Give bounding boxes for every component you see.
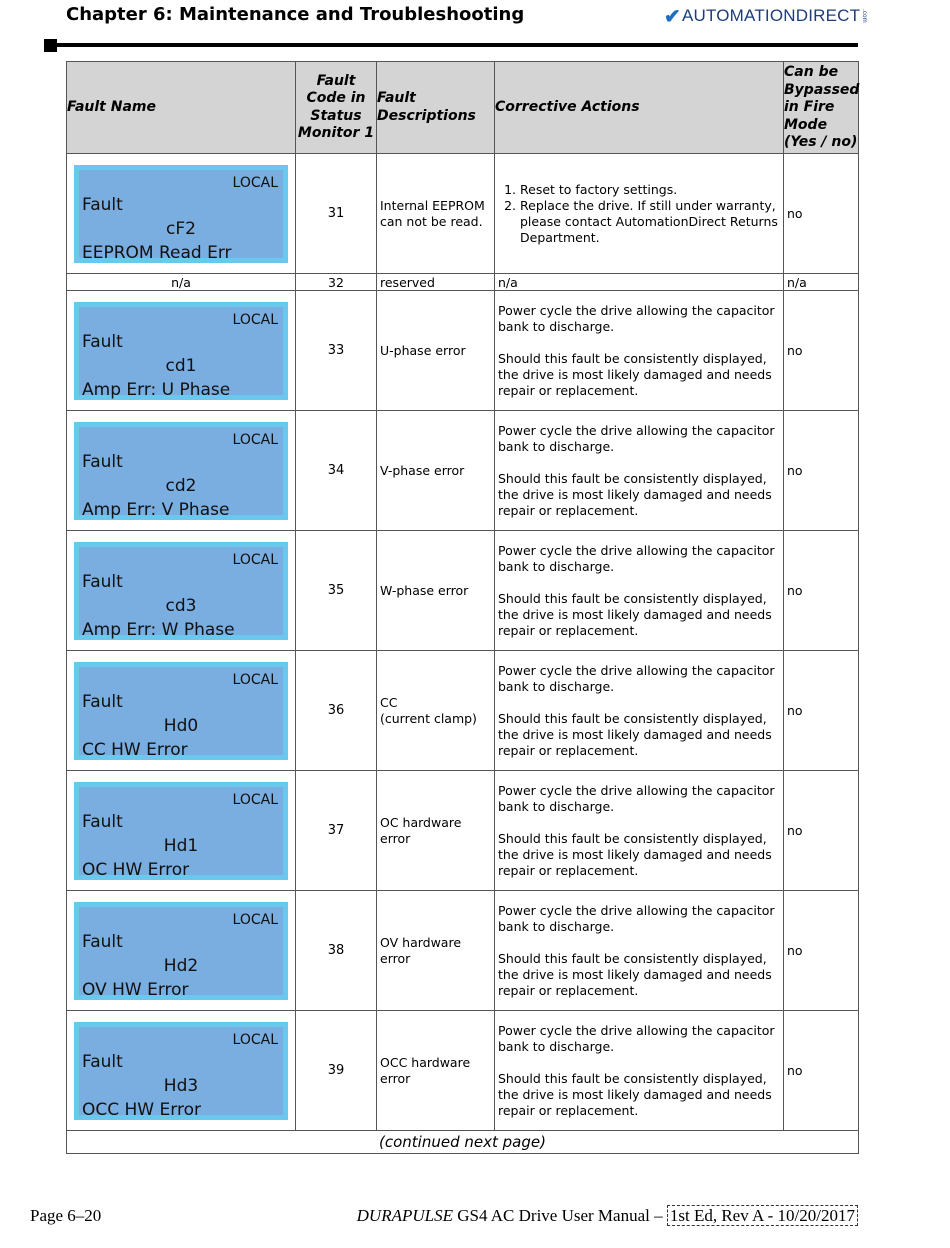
lcd-local-label: LOCAL [232,431,278,448]
action-step: Should this fault be consistently displayed, the drive is most likely damaged and needs repair or replacement. [498,350,772,398]
lcd-fault-code: Hd2 [163,955,199,976]
fault-name-cell [67,651,296,771]
lcd-local-label: LOCAL [232,911,278,928]
table-row [67,771,859,891]
bypass-value: no [784,531,859,651]
lcd-fault-label: Fault [82,194,123,215]
fault-description: OCC hardware error [377,1011,495,1131]
lcd-fault-message: OCC HW Error [82,1099,201,1120]
col-fault-name: Fault Name [67,62,296,154]
table-row [67,651,859,771]
corrective-action [495,411,784,531]
action-step: Power cycle the drive allowing the capacitor bank to discharge. [498,302,775,334]
fault-name-cell [67,411,296,531]
fault-description: OV hardware error [377,891,495,1011]
lcd-fault-message: CC HW Error [82,739,188,760]
fault-name-cell [67,1011,296,1131]
corrective-action: n/a [495,274,784,291]
fault-description: V-phase error [377,411,495,531]
bypass-value: no [784,651,859,771]
action-step: Power cycle the drive allowing the capacitor bank to discharge. [498,1022,775,1054]
fault-description: U-phase error [377,291,495,411]
lcd-fault-label: Fault [82,571,123,592]
corrective-action [495,291,784,411]
corrective-action [495,891,784,1011]
logo-check-icon: ✔ [664,5,681,28]
col-fault-code: Fault Code in Status Monitor 1 [296,62,377,154]
footer-title [357,1206,858,1226]
lcd-fault-message: OV HW Error [82,979,189,1000]
logo-suffix: .com [861,9,868,23]
table-row [67,531,859,651]
header-rule-marker [44,39,57,52]
table-row [67,891,859,1011]
lcd-fault-message: OC HW Error [82,859,190,880]
fault-description: W-phase error [377,531,495,651]
lcd-local-label: LOCAL [232,791,278,808]
fault-name-cell [67,291,296,411]
col-fault-description: Fault Descriptions [377,62,495,154]
lcd-fault-code: cF2 [166,218,196,239]
bypass-value: no [784,411,859,531]
corrective-action [495,651,784,771]
action-step: Power cycle the drive allowing the capacitor bank to discharge. [498,542,775,574]
keypad-lcd [74,662,288,760]
keypad-lcd [74,1022,288,1120]
bypass-value: no [784,891,859,1011]
lcd-fault-label: Fault [82,331,123,352]
fault-code: 37 [296,771,377,891]
lcd-fault-message: Amp Err: W Phase [82,619,235,640]
action-step: Should this fault be consistently displayed, the drive is most likely damaged and needs repair or replacement. [498,470,772,518]
action-list [498,182,780,246]
action-step: Power cycle the drive allowing the capacitor bank to discharge. [498,782,775,814]
action-step: Should this fault be consistently displayed, the drive is most likely damaged and needs repair or replacement. [498,590,772,638]
lcd-fault-label: Fault [82,931,123,952]
corrective-action [495,154,784,274]
lcd-fault-code: Hd3 [163,1075,199,1096]
fault-code: 34 [296,411,377,531]
fault-code: 32 [296,274,377,291]
table-row [67,411,859,531]
corrective-action [495,1011,784,1131]
description-line: CC [380,694,398,710]
lcd-fault-code: cd2 [165,475,197,496]
lcd-local-label: LOCAL [232,551,278,568]
footer-manual-title: GS4 AC Drive User Manual – [452,1206,667,1225]
action-step: Should this fault be consistently displayed, the drive is most likely damaged and needs repair or replacement. [498,950,772,998]
action-step: Power cycle the drive allowing the capacitor bank to discharge. [498,662,775,694]
lcd-fault-message: Amp Err: V Phase [82,499,230,520]
col-bypass: Can be Bypassed in Fire Mode (Yes / no) [784,62,859,154]
action-step: Should this fault be consistently displayed, the drive is most likely damaged and needs repair or replacement. [498,1070,772,1118]
table-row [67,1011,859,1131]
table-row [67,274,859,291]
lcd-fault-message: Amp Err: U Phase [82,379,231,400]
header-rule [57,43,858,47]
bypass-value: no [784,771,859,891]
fault-code: 39 [296,1011,377,1131]
action-step: Power cycle the drive allowing the capacitor bank to discharge. [498,422,775,454]
lcd-local-label: LOCAL [232,671,278,688]
bypass-value: no [784,291,859,411]
page-number: Page 6–20 [30,1206,102,1225]
corrective-action [495,771,784,891]
fault-code: 38 [296,891,377,1011]
chapter-title: Chapter 6: Maintenance and Troubleshooting [66,4,525,25]
lcd-fault-label: Fault [82,691,123,712]
lcd-fault-message: EEPROM Read Err [82,242,232,263]
fault-code: 33 [296,291,377,411]
table-header-row [67,62,859,154]
list-item: 2. Replace the drive. If still under warranty, please contact AutomationDirect Returns Department. [520,198,780,246]
bypass-value: n/a [784,274,859,291]
footer-brand: DURAPULSE [356,1206,453,1225]
keypad-lcd [74,902,288,1000]
keypad-lcd [74,422,288,520]
fault-name-cell: n/a [67,274,296,291]
lcd-local-label: LOCAL [232,174,278,191]
fault-code: 36 [296,651,377,771]
action-step: Should this fault be consistently displayed, the drive is most likely damaged and needs repair or replacement. [498,710,772,758]
fault-description: OC hardware error [377,771,495,891]
fault-name-cell [67,154,296,274]
fault-name-cell [67,891,296,1011]
col-corrective-actions: Corrective Actions [495,62,784,154]
lcd-fault-label: Fault [82,1051,123,1072]
keypad-lcd [74,542,288,640]
lcd-fault-code: Hd0 [163,715,199,736]
description-line: (current clamp) [380,710,477,726]
table-row [67,154,859,274]
fault-description: Internal EEPROM can not be read. [377,154,495,274]
lcd-fault-code: cd3 [165,595,197,616]
fault-name-cell [67,531,296,651]
action-step: Should this fault be consistently displayed, the drive is most likely damaged and needs repair or replacement. [498,830,772,878]
fault-table [66,61,859,1154]
keypad-lcd [74,165,288,263]
list-item: 1. Reset to factory settings. [520,182,780,198]
table-row [67,1131,859,1154]
fault-description [377,651,495,771]
fault-code: 31 [296,154,377,274]
logo-text: AUTOMATIONDIRECT [681,6,861,25]
keypad-lcd [74,302,288,400]
lcd-local-label: LOCAL [232,311,278,328]
bypass-value: no [784,1011,859,1131]
lcd-fault-code: Hd1 [163,835,199,856]
automationdirect-logo [664,5,867,27]
fault-code: 35 [296,531,377,651]
lcd-fault-label: Fault [82,451,123,472]
lcd-fault-code: cd1 [165,355,197,376]
table-row [67,291,859,411]
bypass-value: no [784,154,859,274]
keypad-lcd [74,782,288,880]
fault-name-cell [67,771,296,891]
action-step: Power cycle the drive allowing the capacitor bank to discharge. [498,902,775,934]
lcd-fault-label: Fault [82,811,123,832]
corrective-action [495,531,784,651]
lcd-local-label: LOCAL [232,1031,278,1048]
continued-note: (continued next page) [67,1131,859,1154]
fault-description: reserved [377,274,495,291]
footer-revision: 1st Ed, Rev A - 10/20/2017 [667,1205,858,1226]
